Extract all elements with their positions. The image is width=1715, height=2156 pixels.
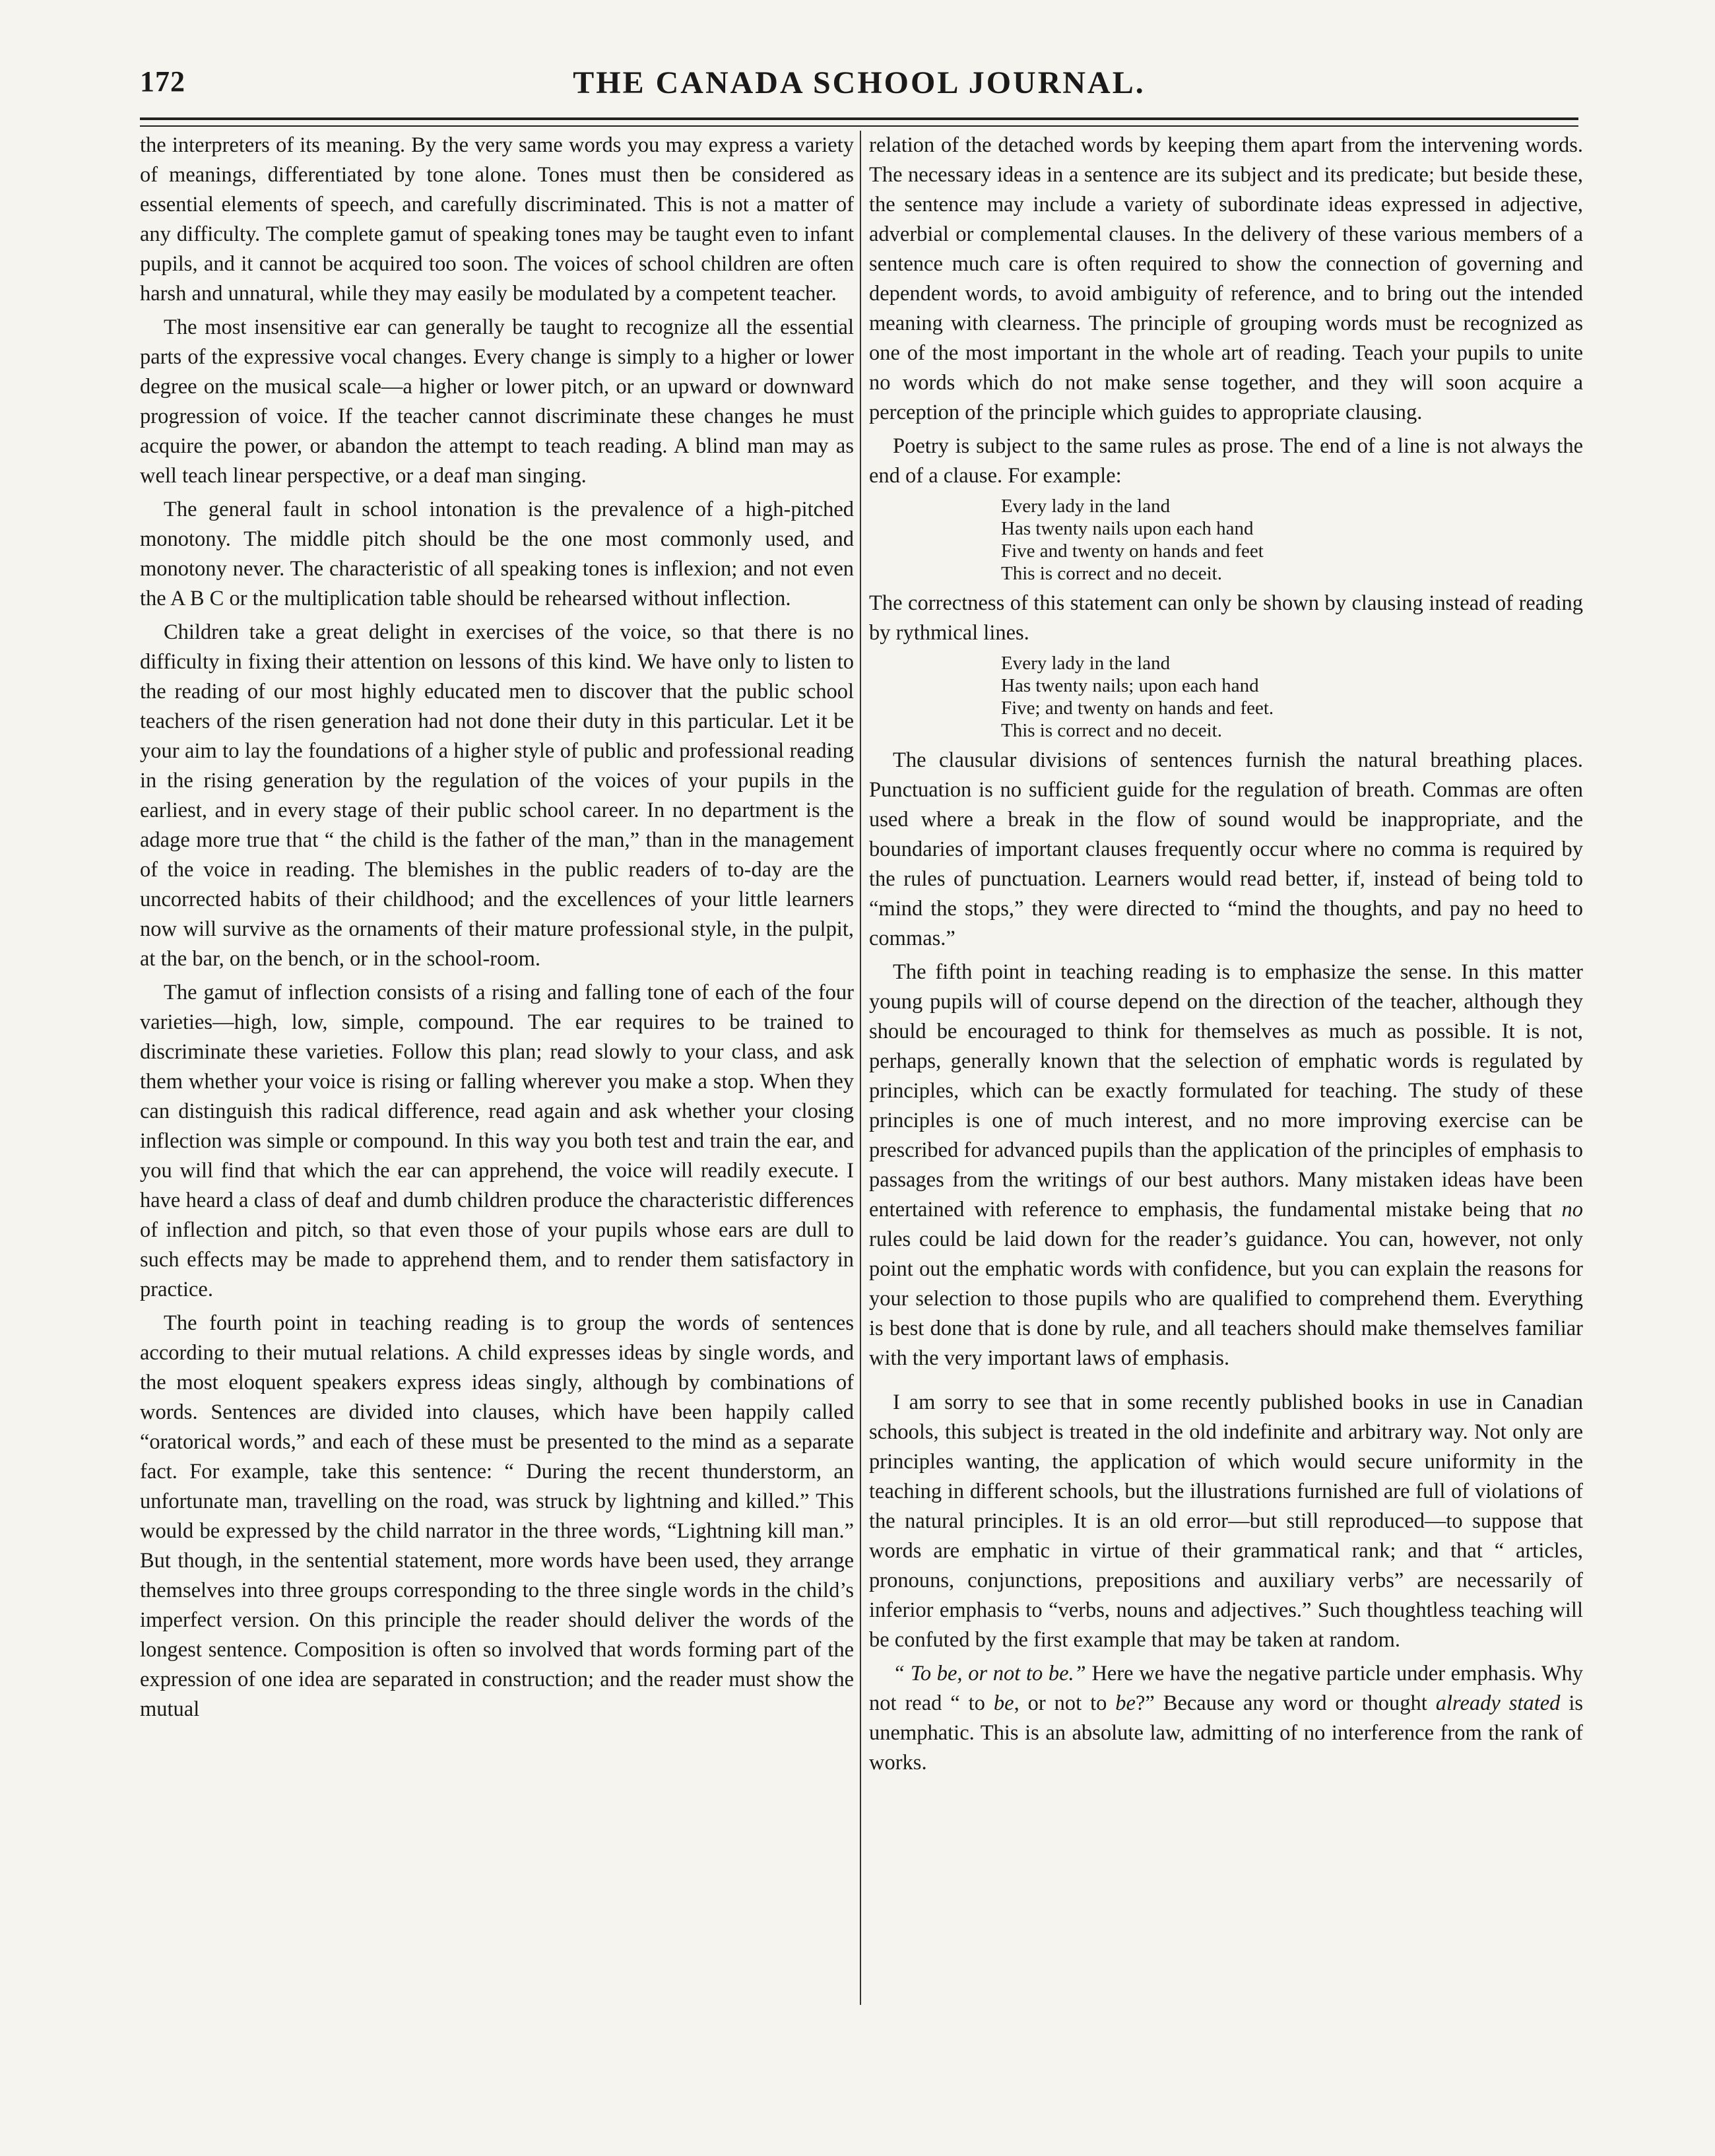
- verse-example-claused: [1001, 652, 1583, 742]
- paragraph: The gamut of inflection consists of a rising and falling tone of each of the four varieties—high, low, simple, compound. The ear requires to be trained to discriminate these varieties. Follow this plan; read slowly to your class, and ask them whether your voice is rising or falling wherever you make a stop. When they can distinguish this radical difference, read again and ask whether your closing inflection was simple or compound. In this way you both test and train the ear, and you will find that which the ear can apprehend, the voice will readily execute. I have heard a class of deaf and dumb children produce the characteristic differences of inflection and pitch, so that even those of your pupils whose ears are dull to such effects may be made to apprehend them, and to render them satisfactory in practice.: [140, 981, 854, 1301]
- verse-line: Has twenty nails upon each hand: [1001, 518, 1254, 539]
- journal-title: THE CANADA SCHOOL JOURNAL.: [573, 65, 1146, 100]
- paragraph: [869, 1659, 1583, 1778]
- paragraph: Poetry is subject to the same rules as prose. The end of a line is not always the end of a clause. For example:: [869, 434, 1583, 488]
- paragraph: The correctness of this statement can only be shown by clausing instead of reading by rythmical lines.: [869, 591, 1583, 645]
- text-run: Here we have the negative particle under emphasis. Why not read “ to: [869, 1662, 1584, 1715]
- text-run: , or not to: [1014, 1691, 1107, 1715]
- paragraph: The fourth point in teaching reading is to group the words of sentences according to their mutual relations. A child expresses ideas by single words, and the most eloquent speakers express ideas singly, although by combinations of words. Sentences are divided into clauses, which have been happily called “oratorical words,” and each of these must be presented to the mind as a separate fact. For example, take this sentence: “ During the recent thunderstorm, an unfortunate man, travelling on the road, was struck by lightning and killed.” This would be expressed by the child narrator in the three words, “Lightning kill man.” But though, in the sentential statement, more words have been used, they arrange themselves into three groups corresponding to the three single words in the child’s imperfect version. On this principle the reader should deliver the words of the longest sentence. Composition is often so involved that words forming part of the expression of one idea are separated in construction; and the reader must show the mutual: [140, 1311, 854, 1721]
- paragraph: relation of the detached words by keeping them apart from the intervening words. The necessary ideas in a sentence are its subject and its predicate; but beside these, the sentence may include a variety of subordinate ideas expressed in adjective, adverbial or complemental clauses. In the delivery of these various members of a sentence much care is often required to show the connection of governing and dependent words, to avoid ambiguity of reference, and to bring out the intended meaning with clearness. The principle of grouping words must be recognized as one of the most important in the whole art of reading. Teach your pupils to unite no words which do not make sense together, and they will soon acquire a perception of the principle which guides to appropriate clausing.: [869, 133, 1583, 424]
- left-column: [140, 131, 854, 1728]
- verse-line: Every lady in the land: [1001, 496, 1171, 517]
- column-divider: [860, 131, 861, 2005]
- verse-line: Has twenty nails; upon each hand: [1001, 675, 1259, 696]
- paragraph: I am sorry to see that in some recently published books in use in Canadian schools, this subject is treated in the old indefinite and arbitrary way. Not only are principles wanting, the application of which would secure uniformity in the teaching in different schools, but the illustrations furnished are full of violations of the natural principles. It is an old error—but still reproduced—to suppose that words are emphatic in virtue of their grammatical rank; and that “ articles, pronouns, conjunctions, prepositions and auxiliary verbs” are necessarily of inferior emphasis to “verbs, nouns and adjectives.” Such thoughtless teaching will be confuted by the first example that may be taken at random.: [869, 1390, 1583, 1652]
- text-run: is unemphatic. This is an absolute law, admitting of no interference from the rank of works.: [869, 1691, 1584, 1775]
- verse-line: This is correct and no deceit.: [1001, 563, 1222, 584]
- quotation: “ To be, or not to be.”: [893, 1662, 1086, 1685]
- paragraph: The clausular divisions of sentences furnish the natural breathing places. Punctuation is no sufficient guide for the regulation of breath. Commas are often used where a break in the flow of sound would be inappropriate, and the boundaries of important clauses frequently occur where no comma is required by the rules of punctuation. Learners would read better, if, instead of being told to “mind the stops,” they were directed to “mind the thoughts, and pay no heed to commas.”: [869, 748, 1583, 950]
- header-rule-thin: [140, 125, 1578, 127]
- verse-line: This is correct and no deceit.: [1001, 720, 1222, 741]
- verse-line: Five; and twenty on hands and feet.: [1001, 698, 1274, 719]
- paragraph: Children take a great delight in exercises of the voice, so that there is no difficulty in fixing their attention on lessons of this kind. We have only to listen to the reading of our most highly educated men to discover that the public school teachers of the risen generation had not done their duty in this particular. Let it be your aim to lay the foundations of a higher style of public and professional reading in the rising generation by the regulation of the voices of your pupils in the earliest, and in every stage of their public school career. In no department is the adage more true that “ the child is the father of the man,” than in the management of the voice in reading. The blemishes in the public readers of to-day are the uncorrected habits of their childhood; and the excellences of your little learners now will survive as the ornaments of their mature professional style, in the pulpit, at the bar, on the bench, or in the school-room.: [140, 620, 854, 971]
- text-run: ?” Because any word or thought: [1135, 1691, 1427, 1715]
- paragraph: The general fault in school intonation is the prevalence of a high-pitched monotony. The middle pitch should be the one most commonly used, and monotony never. The characteristic of all speaking tones is inflexion; and not even the A B C or the multiplication table should be rehearsed without inflection.: [140, 498, 854, 610]
- emphasized-phrase: already stated: [1435, 1691, 1561, 1715]
- paragraph: The most insensitive ear can generally be taught to recognize all the essential parts of the expressive vocal changes. Every change is simply to a higher or lower degree on the musical scale—a higher or lower pitch, or an upward or downward progression of voice. If the teacher cannot discriminate these changes he must acquire the power, or abandon the attempt to teach reading. A blind man may as well teach linear perspective, or a deaf man singing.: [140, 315, 854, 488]
- page-header: [140, 65, 1578, 111]
- emphasized-word: no: [1561, 1198, 1584, 1222]
- verse-line: Every lady in the land: [1001, 653, 1171, 674]
- right-column: [869, 131, 1583, 1782]
- text-run: The fifth point in teaching reading is to emphasize the sense. In this matter young pupils will of course depend on the direction of the teacher, although they should be encouraged to think for themselves as much as possible. It is not, perhaps, generally known that the selection of emphatic words is regulated by principles, which can be exactly formulated for teaching. The study of these principles is one of much interest, and no more improving exercise can be prescribed for advanced pupils than the application of the principles of emphasis to passages from the writings of our best authors. Many mistaken ideas have been entertained with reference to emphasis, the fundamental mistake being that: [869, 960, 1583, 1222]
- text-run: rules could be laid down for the reader’s guidance. You can, however, not only point out the emphatic words with confidence, but you can explain the reasons for your selection to those pupils who are qualified to comprehend them. Everything is best done that is done by rule, and all teachers should make themselves familiar with the very important laws of emphasis.: [869, 1227, 1583, 1370]
- paragraph: the interpreters of its meaning. By the very same words you may express a variety of meanings, differentiated by tone alone. Tones must then be considered as essential elements of speech, and carefully discriminated. This is not a matter of any difficulty. The complete gamut of speaking tones may be taught even to infant pupils, and it cannot be acquired too soon. The voices of school children are often harsh and unnatural, while they may easily be modulated by a competent teacher.: [140, 133, 854, 306]
- paragraph: [869, 958, 1583, 1373]
- page-number: 172: [140, 65, 185, 98]
- emphasized-word: be: [993, 1691, 1014, 1715]
- verse-example: [1001, 495, 1583, 585]
- verse-line: Five and twenty on hands and feet: [1001, 540, 1264, 562]
- emphasized-word: be: [1115, 1691, 1136, 1715]
- header-rule: [140, 117, 1578, 120]
